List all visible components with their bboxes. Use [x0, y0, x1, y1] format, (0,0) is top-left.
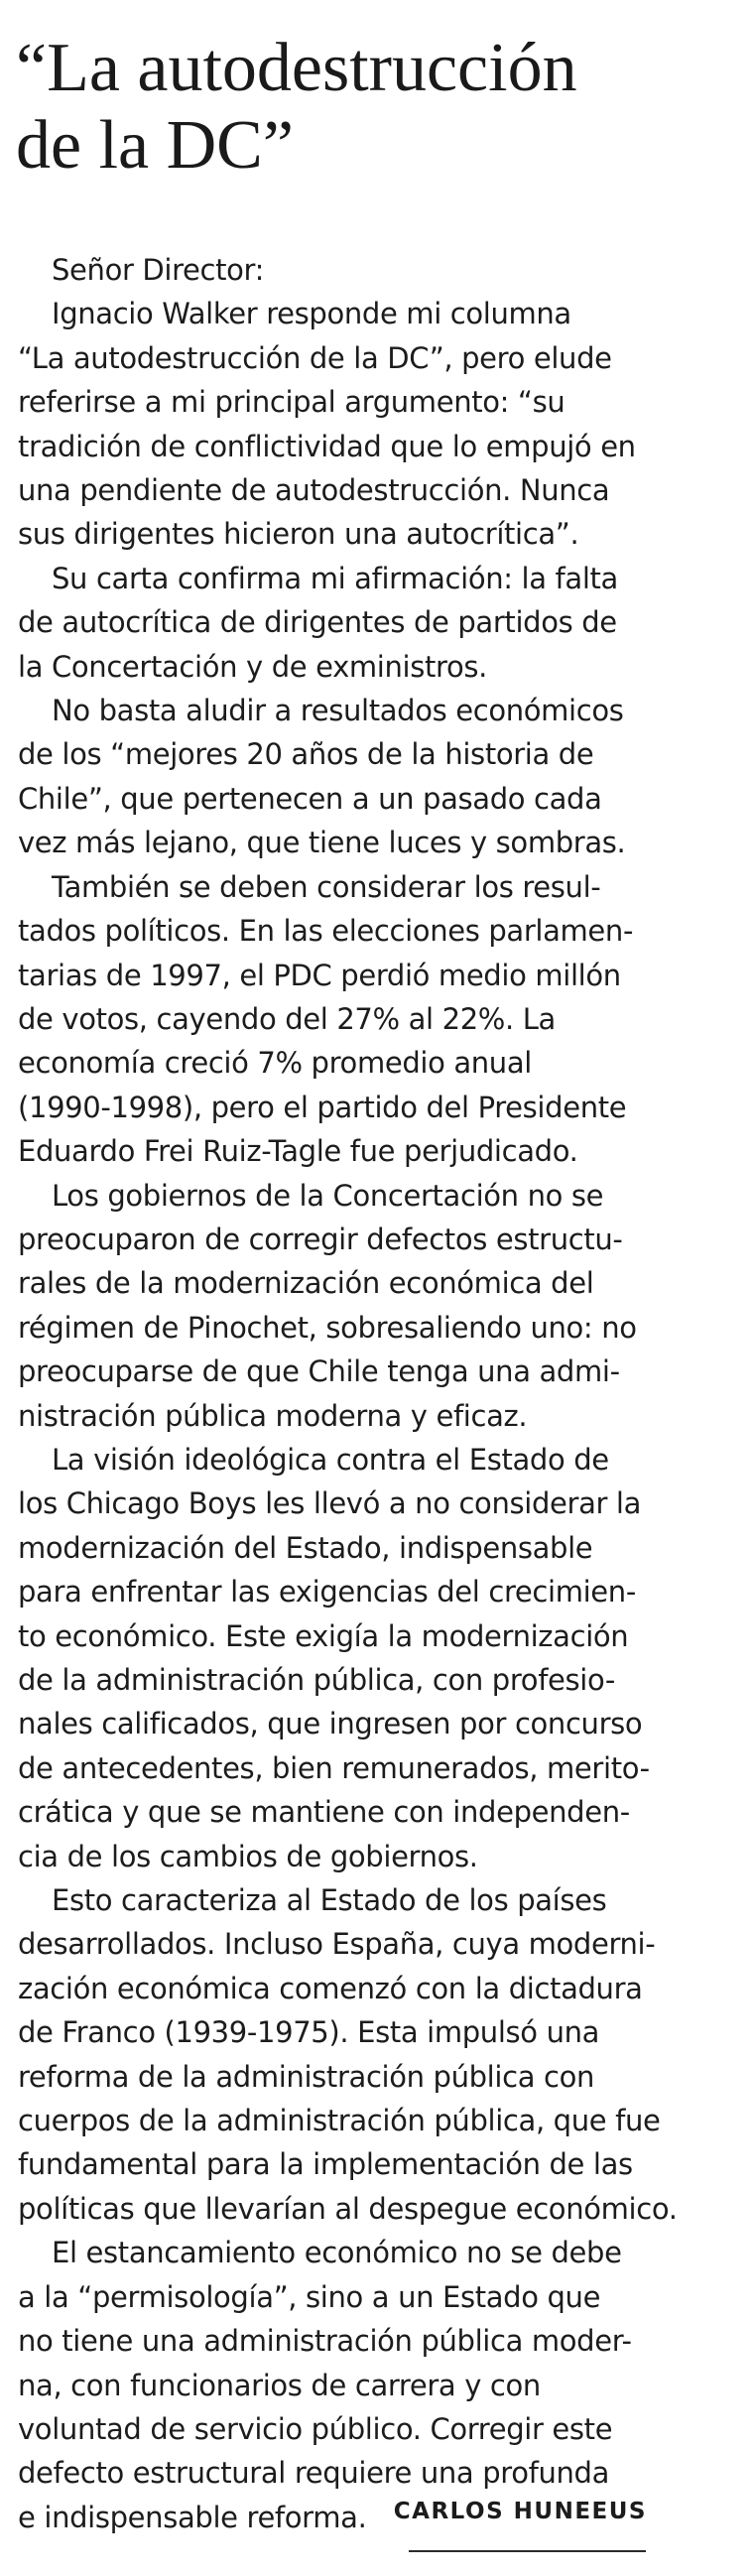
text-line: No basta aludir a resultados económicos — [52, 694, 624, 728]
author-signature: CARLOS HUNEEUS — [393, 2499, 647, 2524]
headline — [16, 30, 730, 185]
text-line: Señor Director: — [52, 253, 265, 287]
text-line: preocuparon de corregir defectos estructu- — [18, 1222, 623, 1256]
text-line: fundamental para la implementación de las — [18, 2147, 633, 2182]
text-line: Esto caracteriza al Estado de los países — [52, 1883, 607, 1918]
text-line: de autocrítica de dirigentes de partidos de — [18, 605, 617, 640]
paragraph — [18, 689, 732, 865]
text-line: régimen de Pinochet, sobresaliendo uno: no — [18, 1310, 637, 1345]
text-line: Su carta confirma mi afirmación: la falta — [52, 561, 618, 595]
text-line: nales calificados, que ingresen por concurso — [18, 1707, 643, 1741]
letter-body — [18, 248, 732, 2539]
text-line: El estancamiento económico no se debe — [52, 2236, 622, 2270]
text-line: zación económica comenzó con la dictadura — [18, 1971, 643, 2005]
text-line: no tiene una administración pública moder- — [18, 2324, 632, 2359]
text-line: políticas que llevarían al despegue económico. — [18, 2191, 678, 2226]
text-line: voluntad de servicio público. Corregir este — [18, 2411, 613, 2446]
text-line: de antecedentes, bien remunerados, merito- — [18, 1750, 650, 1785]
text-line: tarias de 1997, el PDC perdió medio millón — [18, 958, 621, 992]
text-line: sus dirigentes hicieron una autocrítica”. — [18, 517, 579, 552]
text-line: una pendiente de autodestrucción. Nunca — [18, 473, 610, 508]
text-line: modernización del Estado, indispensable — [18, 1530, 593, 1565]
paragraph — [18, 1438, 732, 1878]
text-line: nistración pública moderna y eficaz. — [18, 1398, 528, 1433]
text-line: cuerpos de la administración pública, que fue — [18, 2104, 661, 2138]
paragraph — [18, 292, 732, 556]
paragraph — [18, 865, 732, 1174]
text-line: para enfrentar las exigencias del crecimien- — [18, 1575, 636, 1610]
paragraph — [18, 1174, 732, 1438]
text-line: Eduardo Frei Ruiz-Tagle fue perjudicado. — [18, 1134, 578, 1169]
text-line: la Concertación y de exministros. — [18, 649, 487, 684]
text-line: los Chicago Boys les llevó a no considerar la — [18, 1486, 642, 1521]
text-line: defecto estructural requiere una profunda — [18, 2456, 610, 2491]
text-line: Chile”, que pertenecen a un pasado cada — [18, 781, 602, 816]
headline-line: de la DC” — [16, 107, 294, 184]
text-line: crática y que se mantiene con independen- — [18, 1795, 630, 1830]
text-line: reforma de la administración pública con — [18, 2059, 594, 2094]
salutation — [18, 248, 732, 292]
text-line: e indispensable reforma. — [18, 2500, 367, 2534]
text-line: La visión ideológica contra el Estado de — [52, 1442, 609, 1477]
text-line: de la administración pública, con profesio- — [18, 1663, 616, 1697]
text-line: referirse a mi principal argumento: “su — [18, 385, 566, 420]
text-line: de votos, cayendo del 27% al 22%. La — [18, 1001, 556, 1036]
text-line: to económico. Este exigía la modernización — [18, 1618, 629, 1653]
paragraph — [18, 1878, 732, 2231]
text-line: a la “permisología”, sino a un Estado que — [18, 2279, 601, 2314]
text-line: economía creció 7% promedio anual — [18, 1046, 532, 1081]
paragraph — [18, 2231, 732, 2539]
text-line: cia de los cambios de gobiernos. — [18, 1839, 478, 1873]
text-line: de los “mejores 20 años de la historia de — [18, 737, 594, 772]
text-line: (1990-1998), pero el partido del Presidente — [18, 1090, 627, 1124]
text-line: También se deben considerar los resul- — [52, 869, 601, 904]
text-line: “La autodestrucción de la DC”, pero elude — [18, 340, 612, 375]
text-line: Ignacio Walker responde mi columna — [52, 297, 571, 331]
text-line: de Franco (1939-1975). Esta impulsó una — [18, 2015, 600, 2050]
text-line: tradición de conflictividad que lo empujó en — [18, 429, 636, 463]
text-line: vez más lejano, que tiene luces y sombras. — [18, 826, 626, 860]
text-line: preocuparse de que Chile tenga una admi- — [18, 1354, 620, 1389]
paragraph — [18, 557, 732, 689]
text-line: rales de la modernización económica del — [18, 1266, 594, 1301]
signature-underline — [409, 2550, 646, 2552]
text-line: Los gobiernos de la Concertación no se — [52, 1178, 604, 1213]
text-line: desarrollados. Incluso España, cuya moderni- — [18, 1927, 656, 1962]
headline-line: “La autodestrucción — [16, 30, 577, 106]
text-line: na, con funcionarios de carrera y con — [18, 2368, 541, 2402]
text-line: tados políticos. En las elecciones parlamen- — [18, 914, 634, 949]
